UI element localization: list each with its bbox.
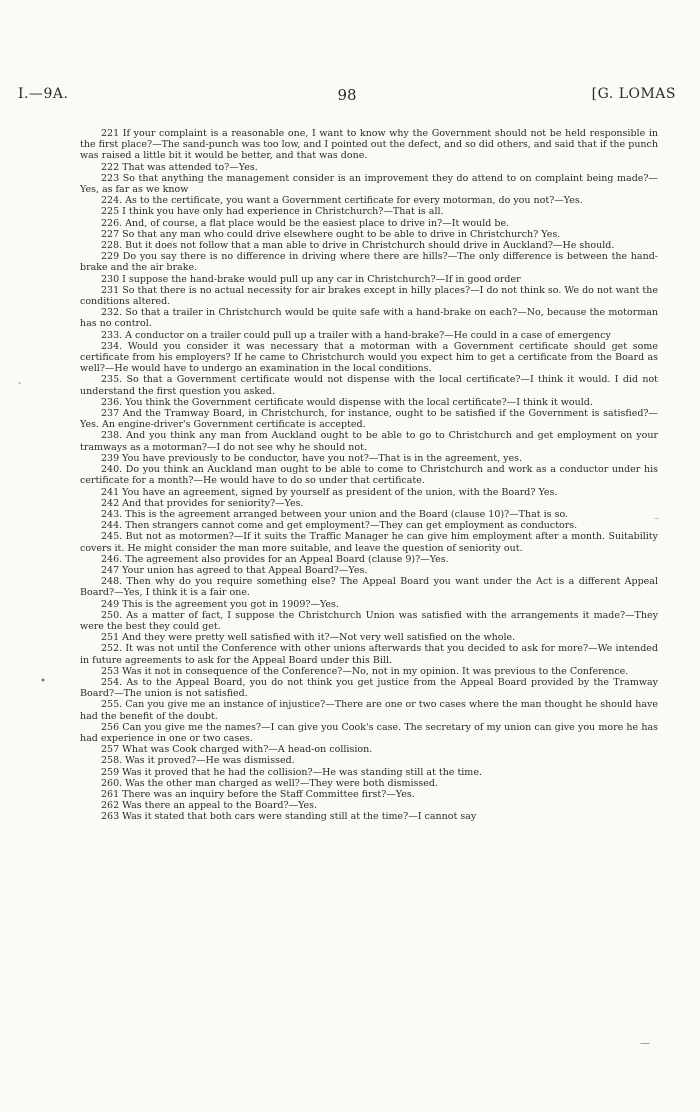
question-answer-paragraph: 229 Do you say there is no difference in driving where there are hills?—The only difference is between the hand-brake and the air brake.	[80, 251, 658, 274]
question-answer-paragraph: 234. Would you consider it was necessary that a motorman with a Government certificate should get some certificate from his employers? If he came to Christchurch would you expect him to get a certificate from the Board as well?—He would have to undergo an examination in the local conditions.	[80, 340, 658, 375]
question-answer-paragraph: 222 That was attended to?—Yes.	[101, 161, 258, 173]
question-answer-paragraph: 262 Was there an appeal to the Board?—Yes.	[101, 800, 318, 812]
question-answer-paragraph: 221 If your complaint is a reasonable one, I want to know why the Government should not be held responsible in the first place?—The sand-punch was too low, and I pointed out the defect, and so did others, and said that if the punch was raised a little bit it would be better, and that was done.	[80, 128, 658, 162]
question-answer-paragraph: 225 I think you have only had experience in Christchurch?—That is all.	[101, 206, 444, 218]
question-answer-paragraph: 235. So that a Government certificate would not dispense with the local certificate?—I think it would. I did not understand the first question you asked.	[80, 374, 658, 397]
page-header	[18, 86, 676, 106]
witness-name: [G. LOMAS	[591, 86, 676, 102]
question-answer-paragraph: 249 This is the agreement you got in 1909?—Yes.	[101, 598, 339, 610]
question-answer-paragraph: 243. This is the agreement arranged between your union and the Board (clause 10)?—That is so.	[101, 508, 569, 520]
question-answer-paragraph: 247 Your union has agreed to that Appeal Board?—Yes.	[101, 564, 368, 576]
question-answer-paragraph: 236. You think the Government certificate would dispense with the local certificate?—I think it would.	[101, 396, 593, 408]
question-answer-paragraph: 250. As a matter of fact, I suppose the Christchurch Union was satisfied with the arrangements it made?—They were the best they could get.	[80, 609, 658, 632]
question-answer-paragraph: 227 So that any man who could drive elsewhere ought to be able to drive in Christchurch? Yes.	[101, 228, 561, 240]
question-answer-paragraph: 257 What was Cook charged with?—A head-on collision.	[101, 744, 373, 756]
question-answer-paragraph: 260. Was the other man charged as well?—They were both dismissed.	[101, 777, 438, 789]
page-number: 98	[337, 86, 357, 104]
question-answer-paragraph: 254. As to the Appeal Board, you do not think you get justice from the Appeal Board provided by the Tramway Board?—The union is not satisfied.	[80, 676, 658, 700]
question-answer-paragraph: 223 So that anything the management consider is an improvement they do attend to on complaint being made?—Yes, as far as we know	[80, 172, 658, 196]
question-answer-paragraph: 239 You have previously to be conductor, have you not?—That is in the agreement, yes.	[101, 452, 522, 464]
question-answer-paragraph: 230 I suppose the hand-brake would pull up any car in Christchurch?—If in good order	[101, 273, 521, 285]
question-answer-paragraph: 246. The agreement also provides for an Appeal Board (clause 9)?—Yes.	[101, 553, 449, 565]
margin-mark: •	[40, 676, 46, 687]
question-answer-paragraph: 248. Then why do you require something else? The Appeal Board you want under the Act is a different Appeal Board?—Yes, I think it is a fair one.	[80, 576, 658, 599]
question-answer-paragraph: 245. But not as motormen?—If it suits the Traffic Manager he can give him employment after a month. Suitability covers it. He might consider the man more suitable, and leave the question of seniority out.	[80, 531, 658, 554]
question-answer-paragraph: 226. And, of course, a flat place would be the easiest place to drive in?—It would be.	[101, 217, 510, 229]
question-answer-paragraph: 258. Was it proved?—He was dismissed.	[101, 755, 295, 767]
margin-mark: -	[18, 378, 22, 389]
question-answer-paragraph: 259 Was it proved that he had the collision?—He was standing still at the time.	[101, 766, 482, 778]
question-answer-paragraph: 237 And the Tramway Board, in Christchurch, for instance, ought to be satisfied if the Government is satisfied?—Yes. An engine-driver's Government certificate is accepted.	[80, 408, 658, 431]
question-answer-paragraph: 252. It was not until the Conference with other unions afterwards that you decided to ask for more?—We intended in future agreements to ask for the Appeal Board under this Bill.	[80, 643, 658, 666]
question-answer-paragraph: 233. A conductor on a trailer could pull up a trailer with a hand-brake?—He could in a case of emergency	[101, 329, 611, 341]
question-answer-paragraph: 251 And they were pretty well satisfied with it?—Not very well satisfied on the whole.	[101, 632, 516, 644]
testimony-body	[80, 128, 658, 823]
question-answer-paragraph: 231 So that there is no actual necessity for air brakes except in hilly places?—I do not think so. We do not want the conditions altered.	[80, 284, 658, 308]
margin-mark: —	[640, 1038, 650, 1049]
question-answer-paragraph: 253 Was it not in consequence of the Conference?—No, not in my opinion. It was previous to the Conference.	[101, 665, 629, 677]
paper-reference: I.—9A.	[18, 86, 69, 102]
question-answer-paragraph: 228. But it does not follow that a man able to drive in Christchurch should drive in Auckland?—He should.	[101, 240, 615, 252]
question-answer-paragraph: 263 Was it stated that both cars were standing still at the time?—I cannot say	[101, 811, 477, 823]
question-answer-paragraph: 261 There was an inquiry before the Staff Committee first?—Yes.	[101, 788, 415, 800]
question-answer-paragraph: 232. So that a trailer in Christchurch would be quite safe with a hand-brake on each?—No, because the motorman has no control.	[80, 307, 658, 330]
question-answer-paragraph: 244. Then strangers cannot come and get employment?—They can get employment as conductors.	[101, 520, 578, 532]
question-answer-paragraph: 242 And that provides for seniority?—Yes.	[101, 497, 304, 509]
question-answer-paragraph: 255. Can you give me an instance of injustice?—There are one or two cases where the man thought he should have had the benefit of the doubt.	[80, 699, 658, 722]
margin-mark: ⁻	[654, 516, 660, 527]
question-answer-paragraph: 224. As to the certificate, you want a Government certificate for every motorman, do you not?—Yes.	[101, 195, 583, 207]
question-answer-paragraph: 240. Do you think an Auckland man ought to be able to come to Christchurch and work as a conductor under his certificate for a month?—He would have to do so under that certificate.	[80, 464, 658, 487]
question-answer-paragraph: 256 Can you give me the names?—I can give you Cook's case. The secretary of my union can give you more he has had experience in one or two cases.	[80, 721, 658, 744]
question-answer-paragraph: 241 You have an agreement, signed by yourself as president of the union, with the Board? Yes.	[101, 486, 558, 498]
question-answer-paragraph: 238. And you think any man from Auckland ought to be able to go to Christchurch and get employment on your tramways as a motorman?—I do not see why he should not.	[80, 430, 658, 453]
